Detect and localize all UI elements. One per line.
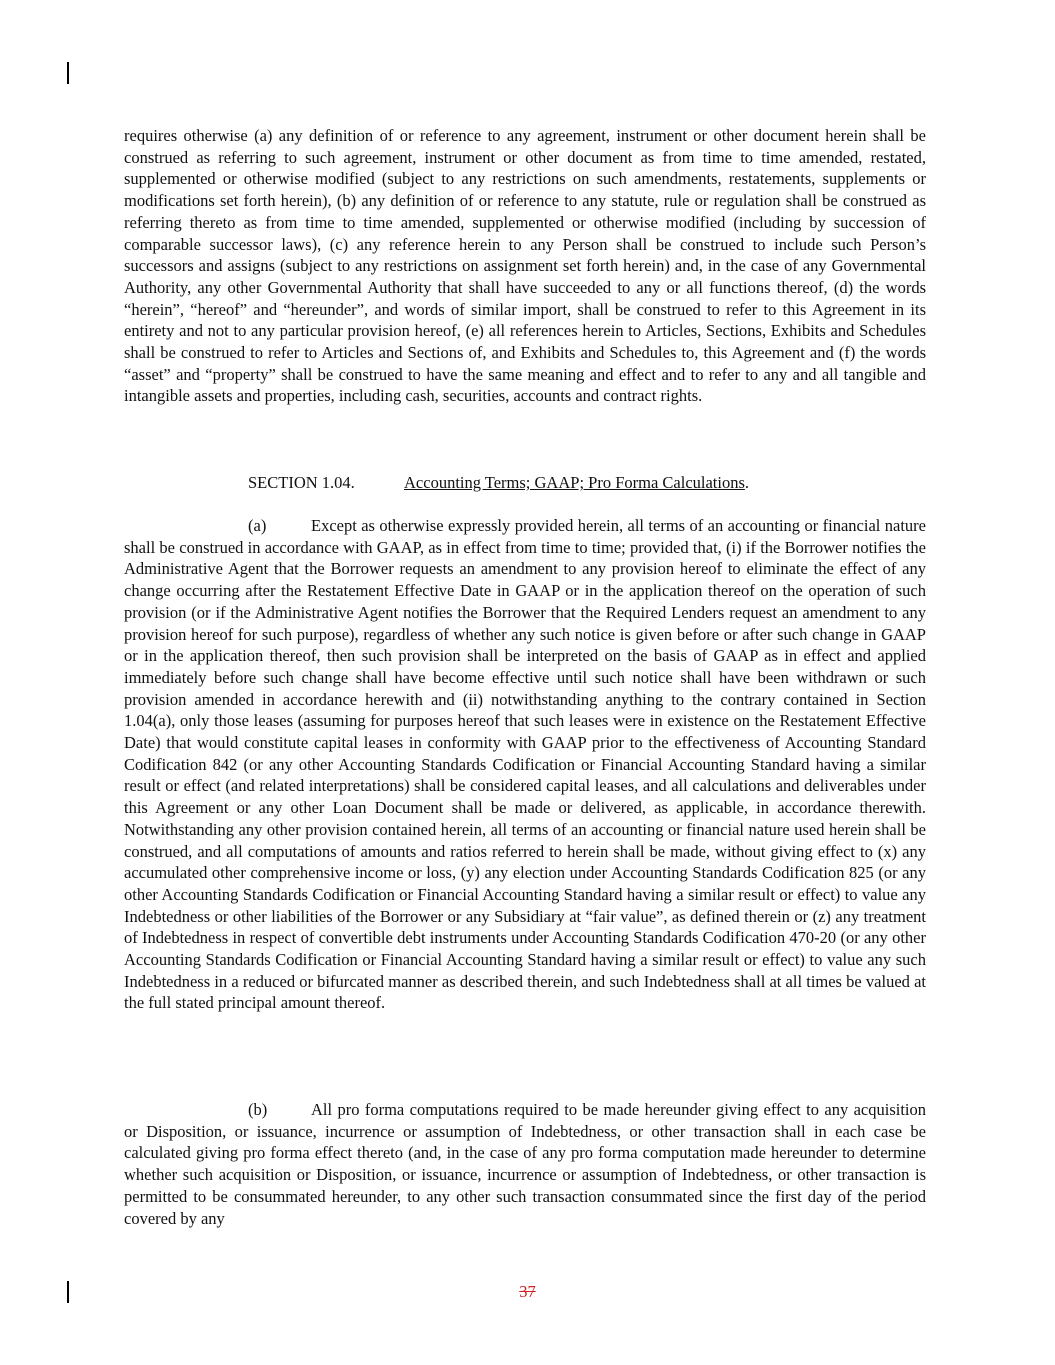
paragraph-a-text: Except as otherwise expressly provided herein, all terms of an accounting or financial nature shall be construed in accordance with GAAP, as in effect from time to time; provided that, (i) if the Borrower notifies the Administrative Agent that the Borrower requests an amendment to any provision hereof to eliminate the effect of any change occurring after the Restatement Effective Date in GAAP or in the application thereof on the operation of such provision (or if the Administrative Agent notifies the Borrower that the Required Lenders request an amendment to any provision hereof for such purpose), regardless of whether any such notice is given before or after such change in GAAP or in the application thereof, then such provision shall be interpreted on the basis of GAAP as in effect and applied immediately before such change shall have become effective until such notice shall have been withdrawn or such provision amended in accordance herewith and (ii) notwithstanding anything to the contrary contained in Section 1.04(a), only those leases (assuming for purposes hereof that such leases were in existence on the Restatement Effective Date) that would constitute capital leases in conformity with GAAP prior to the effectiveness of Accounting Standard Codification 842 (or any other Accounting Standards Codification or Financial Accounting Standard having a similar result or effect (and related interpretations) shall be considered capital leases, and all calculations and deliverables under this Agreement or any other Loan Document shall be made or delivered, as applicable, in accordance therewith. Notwithstanding any other provision contained herein, all terms of an accounting or financial nature used herein shall be construed, and all computations of amounts and ratios referred to herein shall be made, without giving effect to (x) any accumulated other comprehensive income or loss, (y) any election under Accounting Standards Codification 825 (or any other Accounting Standards Codification or Financial Accounting Standard having a similar result or effect) to value any Indebtedness or other liabilities of the Borrower or any Subsidiary at “fair value”, as defined therein or (z) any treatment of Indebtedness in respect of convertible debt instruments under Accounting Standards Codification 470-20 (or any other Accounting Standards Codification or Financial Accounting Standard having a similar result or effect) to value any such Indebtedness in a reduced or bifurcated manner as described therein, and such Indebtedness shall at all times be valued at the full stated principal amount thereof. [124, 516, 926, 1013]
paragraph-b-text: All pro forma computations required to be made hereunder giving effect to any acquisition or Disposition, or issuance, incurrence or assumption of Indebtedness, or other transaction shall in each case be calculated giving pro forma effect thereto (and, in the case of any pro forma computation made hereunder to determine whether such acquisition or Disposition, or issuance, incurrence or assumption of Indebtedness, or other transaction is permitted to be consummated hereunder, to any other such transaction consummated since the first day of the period covered by any [124, 1100, 926, 1228]
section-heading [248, 472, 749, 494]
section-title: Accounting Terms; GAAP; Pro Forma Calculations [404, 473, 745, 492]
page-number: 37 [519, 1282, 536, 1301]
paragraph-continuation: requires otherwise (a) any definition of or reference to any agreement, instrument or other document herein shall be construed as referring to such agreement, instrument or other document as from time to time amended, restated, supplemented or otherwise modified (subject to any restrictions on such amendments, restatements, supplements or modifications set forth herein), (b) any definition of or reference to any statute, rule or regulation shall be construed as referring thereto as from time to time amended, supplemented or otherwise modified (including by succession of comparable successor laws), (c) any reference herein to any Person shall be construed to include such Person’s successors and assigns (subject to any restrictions on assignment set forth herein) and, in the case of any Governmental Authority, any other Governmental Authority that shall have succeeded to any or all functions thereof, (d) the words “herein”, “hereof” and “hereunder”, and words of similar import, shall be construed to refer to this Agreement in its entirety and not to any particular provision hereof, (e) all references herein to Articles, Sections, Exhibits and Schedules shall be construed to refer to Articles and Sections of, and Exhibits and Schedules to, this Agreement and (f) the words “asset” and “property” shall be construed to have the same meaning and effect and to refer to any and all tangible and intangible assets and properties, including cash, securities, accounts and contract rights. [124, 126, 926, 406]
section-number: SECTION 1.04. [248, 473, 355, 492]
paragraph-a [124, 515, 926, 1014]
paragraph-a-marker: (a) [248, 516, 267, 535]
paragraph-b [124, 1099, 926, 1229]
section-title-period: . [744, 473, 750, 492]
paragraph-b-marker: (b) [248, 1100, 268, 1119]
change-bar-top [67, 62, 69, 84]
